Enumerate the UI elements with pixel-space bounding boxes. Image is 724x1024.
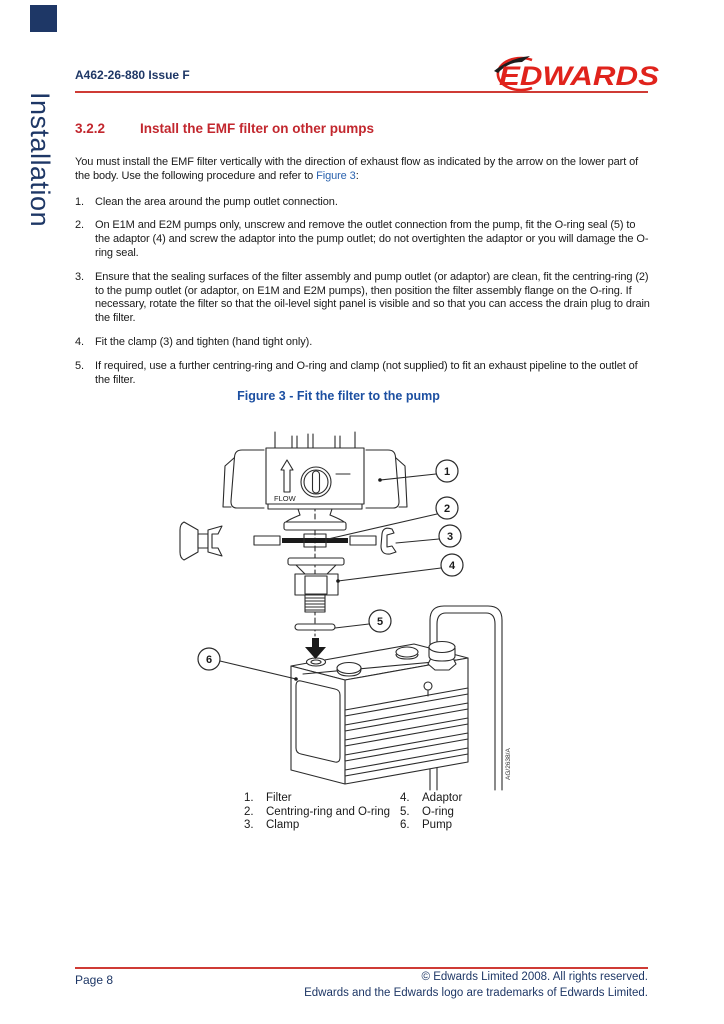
- step-item: [75, 360, 653, 388]
- heading-title: Install the EMF filter on other pumps: [140, 121, 375, 136]
- figure-legend-left: [244, 792, 390, 833]
- callout-4: [336, 554, 463, 583]
- step-text: On E1M and E2M pumps only, unscrew and remove the outlet connection from the pump, fit the O-ring seal (5) to the adaptor (4) and screw the adaptor into the pump outlet; do not overtighten the adaptor or you will damage the O-ring seal.: [95, 219, 649, 259]
- step-number: 2.: [75, 219, 84, 232]
- step-item: [75, 219, 653, 260]
- svg-text:4: 4: [448, 560, 456, 572]
- legend-number: 6.: [400, 819, 410, 831]
- legend-label: O-ring: [422, 805, 454, 818]
- footer-legal: [75, 970, 648, 1001]
- callout-6: [198, 648, 298, 681]
- centring-ring: [282, 538, 348, 543]
- section-tab-label: Installation: [25, 92, 55, 228]
- legend-item: [400, 792, 462, 806]
- svg-text:6: 6: [205, 654, 213, 666]
- legend-label: Pump: [422, 819, 453, 831]
- step-number: 4.: [75, 335, 84, 348]
- legend-number: 2.: [244, 805, 254, 818]
- intro-paragraph: [75, 156, 653, 184]
- legend-number: 1.: [244, 792, 254, 804]
- svg-text:5: 5: [376, 616, 384, 628]
- body-content: [75, 156, 653, 397]
- legend-item: [400, 819, 462, 833]
- section-tab-marker: [30, 5, 57, 32]
- svg-text:1: 1: [443, 466, 451, 478]
- legend-label: Clamp: [266, 819, 300, 831]
- drawing-number: AG/2638/A: [505, 748, 512, 780]
- logo-text: EDWARDS: [499, 61, 659, 91]
- intro-text-after: :: [355, 169, 359, 182]
- step-text: If required, use a further centring-ring and O-ring and clamp (not supplied) to fit an exhaust pipeline to the outlet of the filter.: [95, 359, 638, 386]
- step-item: [75, 336, 653, 350]
- flow-label: FLOW: [274, 494, 296, 503]
- svg-text:3: 3: [446, 531, 454, 543]
- legend-label: Adaptor: [422, 792, 463, 804]
- callout-3: [396, 525, 461, 547]
- copyright-line: © Edwards Limited 2008. All rights reserved.: [421, 971, 648, 983]
- svg-text:2: 2: [443, 503, 451, 515]
- figure-3-link[interactable]: Figure 3: [316, 169, 356, 182]
- heading-number: 3.2.2: [75, 121, 106, 136]
- legend-number: 4.: [400, 792, 410, 804]
- step-item: [75, 196, 653, 210]
- adaptor-drawing: [288, 558, 344, 612]
- legend-number: 5.: [400, 805, 410, 818]
- legend-item: [244, 792, 390, 806]
- step-number: 5.: [75, 359, 84, 372]
- page-number: Page 8: [75, 973, 114, 987]
- step-number: 1.: [75, 195, 84, 208]
- figure-legend-right: [400, 792, 462, 833]
- figure-3-diagram: [178, 418, 534, 792]
- footer-rule: [75, 967, 648, 969]
- figure-caption: Figure 3 - Fit the filter to the pump: [237, 389, 440, 403]
- oring-drawing: [295, 624, 335, 630]
- pump-drawing: [291, 642, 468, 785]
- legend-item: [244, 819, 390, 833]
- assembly-arrow-icon: [305, 638, 326, 659]
- sight-glass: [301, 467, 331, 497]
- legend-number: 3.: [244, 819, 254, 831]
- legend-item: [400, 806, 462, 820]
- step-number: 3.: [75, 270, 84, 283]
- document-reference: A462-26-880 Issue F: [75, 68, 190, 82]
- legend-label: Centring-ring and O-ring: [266, 805, 391, 818]
- step-item: [75, 271, 653, 326]
- intro-text-before: You must install the EMF filter vertically with the direction of exhaust flow as indicated by the arrow on the lower part of the body. Use the following procedure and refer to: [75, 156, 639, 182]
- flow-arrow-icon: [281, 460, 293, 492]
- callout-5: [335, 610, 391, 632]
- legend-item: [244, 806, 390, 820]
- edwards-logo: [484, 50, 666, 98]
- callout-1: [378, 460, 458, 482]
- step-text: Fit the clamp (3) and tighten (hand tight only).: [95, 335, 313, 348]
- step-text: Clean the area around the pump outlet connection.: [95, 195, 338, 208]
- trademark-line: Edwards and the Edwards logo are trademarks of Edwards Limited.: [304, 986, 648, 999]
- legend-label: Filter: [266, 792, 292, 804]
- step-text: Ensure that the sealing surfaces of the filter assembly and pump outlet (or adaptor) are clean, fit the centring-ring (2) to the pump outlet (or adaptor, on E1M and E2M pumps), then position the filter assembly flange on the O-ring. If necessary, rotate the filter so that the oil-level sight panel is visible and so that you can access the drain plug to drain the filter.: [95, 270, 650, 325]
